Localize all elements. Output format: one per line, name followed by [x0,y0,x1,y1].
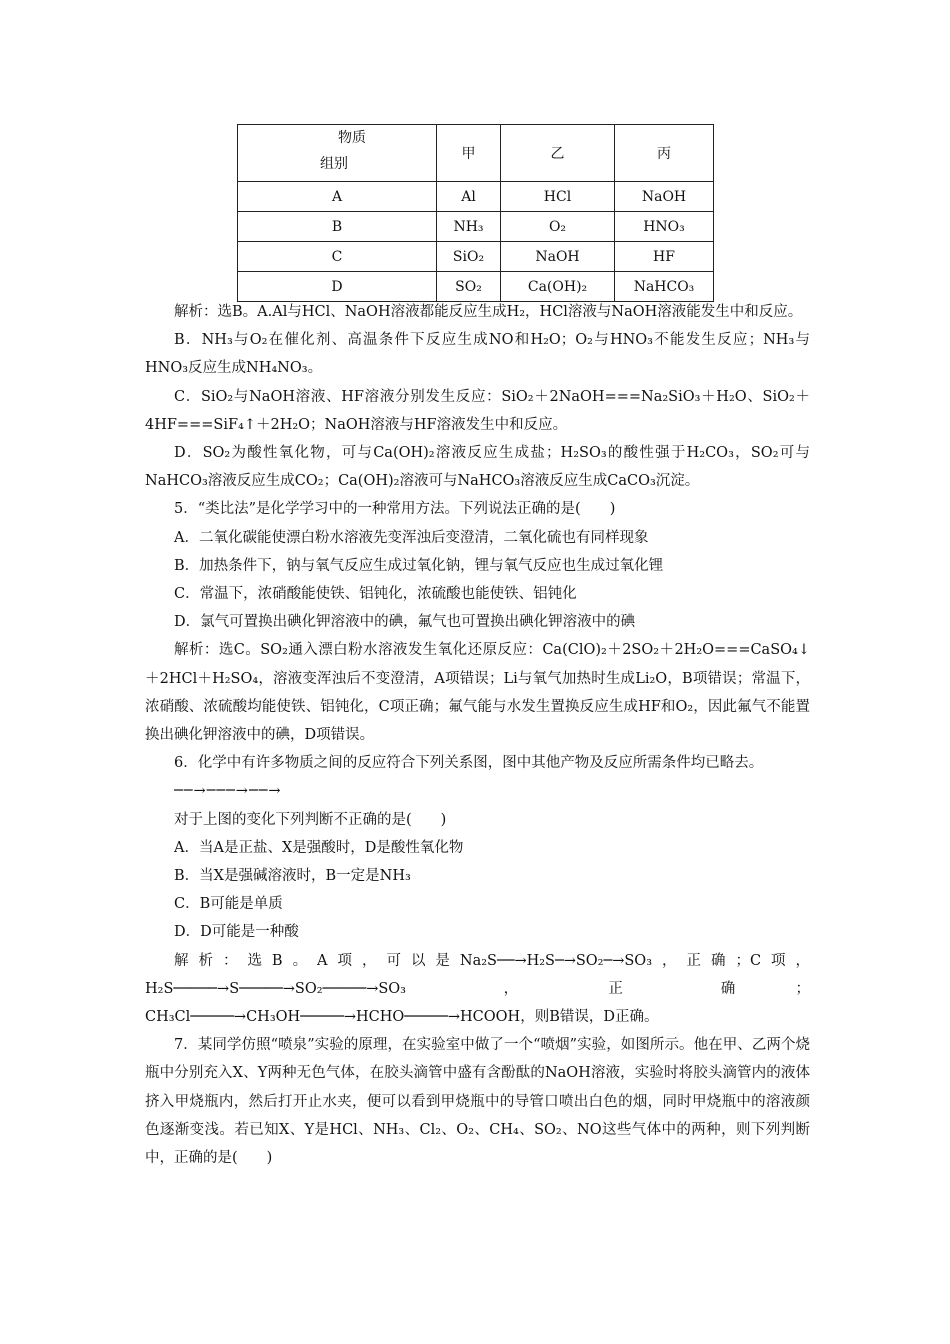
question-5-option-b: B．加热条件下，钠与氧气反应生成过氧化钠，锂与氧气反应也生成过氧化锂 [174,557,664,574]
header-bing: 丙 [615,125,714,182]
document-body [145,298,810,1172]
analysis-q6-line1: 解析：选B。A项，可以是Na₂S──→H₂S─→SO₂─→SO₃，正确；C项， [174,952,810,969]
question-6-stem: 6．化学中有许多物质之间的反应符合下列关系图，图中其他产物及反应所需条件均已略去。 [174,755,764,772]
question-5-option-d: D．氯气可置换出碘化钾溶液中的碘，氟气也可置换出碘化钾溶液中的碘 [174,614,636,631]
analysis-q6-line2: H₂S─────→S─────→SO₂─────→SO₃ ， 正 确 ； [145,980,810,997]
analysis-q5: 解析：选C。SO₂通入漂白粉水溶液发生氧化还原反应：Ca(ClO)₂＋2SO₂＋2H₂O===CaSO₄↓＋2HCl＋H₂SO₄，溶液变浑浊后不变澄清，A项错误；Li与氧气加热时生成Li₂O，B项错误；常温下，浓硝酸、浓硫酸均能使铁、铝钝化，C项正确；氟气能与水发生置换反应生成HF和O₂，因此氟气不能置换出碘化钾溶液中的碘，D项错误。 [145,642,810,744]
substance-table [237,124,714,302]
table-row [238,212,714,242]
corner-cell [238,125,437,182]
yi-cell: Ca(OH)₂ [501,272,615,302]
jia-cell: SO₂ [437,272,501,302]
bing-cell: HNO₃ [615,212,714,242]
analysis-q4-d: D．SO₂为酸性氧化物，可与Ca(OH)₂溶液反应生成盐；H₂SO₃的酸性强于H₂CO₃，SO₂可与NaHCO₃溶液反应生成CO₂；Ca(OH)₂溶液可与NaHCO₃溶液反应生成CaCO₃沉淀。 [145,445,810,490]
header-yi: 乙 [501,125,615,182]
relation-diagram-arrows: ──→───→──→ [174,783,282,800]
yi-cell: O₂ [501,212,615,242]
corner-top-label: 物质 [338,130,366,146]
group-cell: C [238,242,437,272]
analysis-q4: 解析：选B。A.Al与HCl、NaOH溶液都能反应生成H₂，HCl溶液与NaOH溶液能发生中和反应。 [174,304,803,320]
analysis-q6-line3: CH₃Cl─────→CH₃OH─────→HCHO─────→HCOOH，则B错误，D正确。 [145,1009,659,1026]
bing-cell: HF [615,242,714,272]
question-6-option-a: A．当A是正盐、X是强酸时，D是酸性氧化物 [174,839,464,856]
bing-cell: NaOH [615,182,714,212]
question-7-stem: 7．某同学仿照“喷泉”实验的原理，在实验室中做了一个“喷烟”实验，如图所示。他在甲、乙两个烧瓶中分别充入X、Y两种无色气体，在胶头滴管中盛有含酚酞的NaOH溶液，实验时将胶头滴管内的液体挤入甲烧瓶内，然后打开止水夹，便可以看到甲烧瓶中的导管口喷出白色的烟，同时甲烧瓶中的溶液颜色逐渐变浅。若已知X、Y是HCl、NH₃、Cl₂、O₂、CH₄、SO₂、NO这些气体中的两种，则下列判断中，正确的是( ) [145,1037,810,1167]
question-6-option-c: C．B可能是单质 [174,896,283,913]
group-cell: D [238,272,437,302]
group-cell: A [238,182,437,212]
table-row [238,182,714,212]
table-row [238,242,714,272]
question-6-prompt: 对于上图的变化下列判断不正确的是( ) [174,811,447,828]
analysis-q4-c: C．SiO₂与NaOH溶液、HF溶液分别发生反应：SiO₂＋2NaOH===Na₂SiO₃＋H₂O、SiO₂＋4HF===SiF₄↑＋2H₂O；NaOH溶液与HF溶液发生中和反应。 [145,388,810,433]
jia-cell: Al [437,182,501,212]
yi-cell: NaOH [501,242,615,272]
question-5-option-c: C．常温下，浓硝酸能使铁、铝钝化，浓硫酸也能使铁、铝钝化 [174,586,577,603]
group-cell: B [238,212,437,242]
bing-cell: NaHCO₃ [615,272,714,302]
table-header-row [238,125,714,182]
jia-cell: SiO₂ [437,242,501,272]
analysis-q4-b: B．NH₃与O₂在催化剂、高温条件下反应生成NO和H₂O；O₂与HNO₃不能发生反应；NH₃与HNO₃反应生成NH₄NO₃。 [145,332,810,377]
question-6-option-b: B．当X是强碱溶液时，B一定是NH₃ [174,868,411,885]
header-jia: 甲 [437,125,501,182]
yi-cell: HCl [501,182,615,212]
question-5-stem: 5．“类比法”是化学学习中的一种常用方法。下列说法正确的是( ) [174,501,616,518]
jia-cell: NH₃ [437,212,501,242]
question-6-option-d: D．D可能是一种酸 [174,924,299,941]
question-5-option-a: A．二氧化碳能使漂白粉水溶液先变浑浊后变澄清，二氧化硫也有同样现象 [174,529,649,546]
table-row [238,272,714,302]
corner-bottom-label: 组别 [320,156,348,172]
